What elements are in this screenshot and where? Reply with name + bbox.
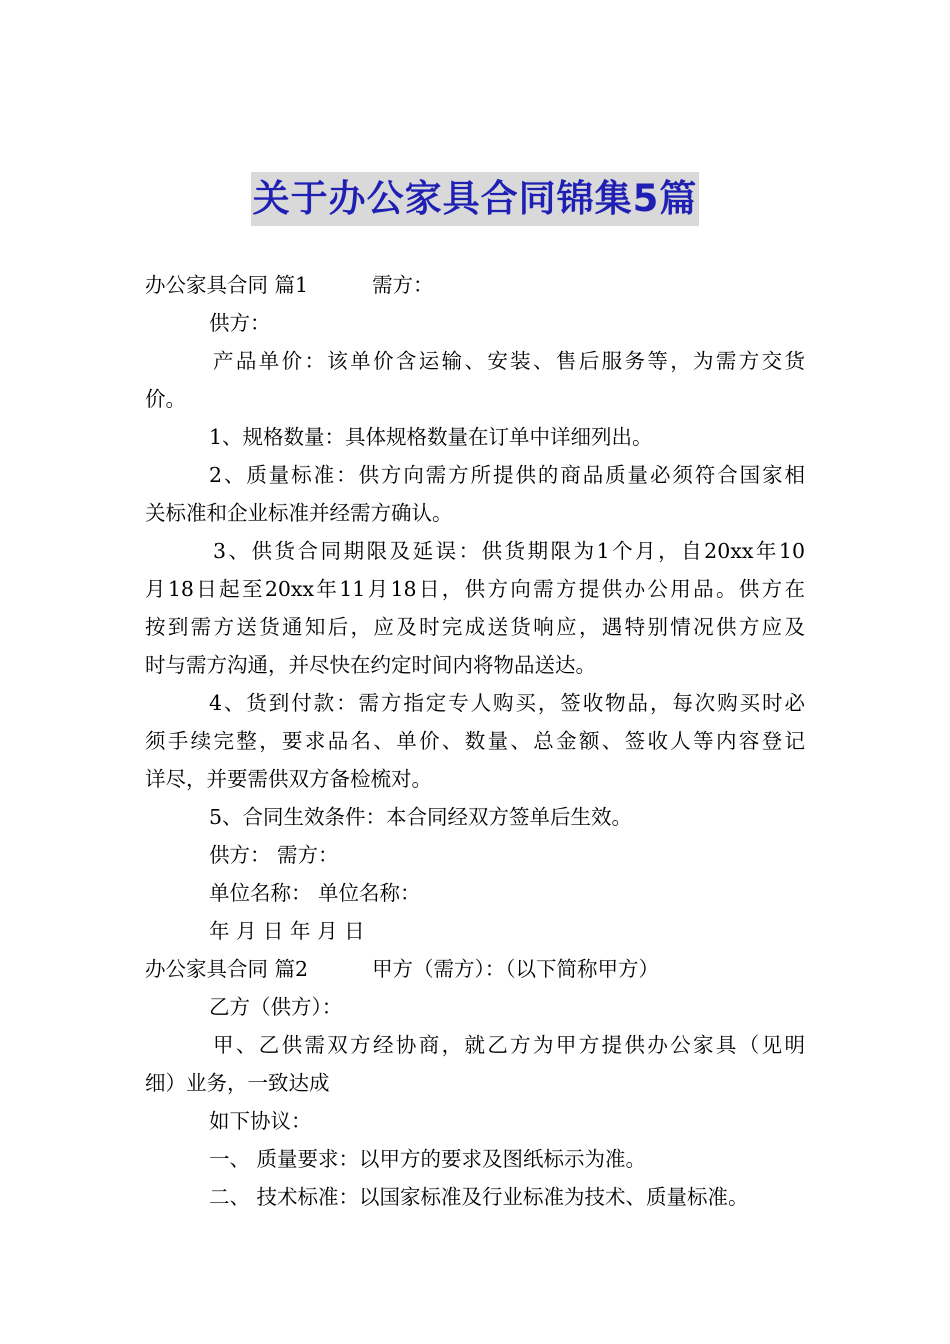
signature-parties: 供方： 需方： — [209, 843, 339, 867]
paragraph-line: 乙方（供方）： — [209, 995, 343, 1019]
paragraph-line: 4、货到付款：需方指定专人购买，签收物品，每次购买时必 — [209, 691, 805, 715]
document-body — [145, 266, 805, 1216]
paragraph-line: 详尽，并要需供双方备检梳对。 — [145, 767, 432, 791]
section-title: 办公家具合同 篇1 — [145, 273, 309, 297]
section-party: 甲方（需方）：（以下简称甲方） — [372, 957, 660, 981]
paragraph-line: 时与需方沟通，并尽快在约定时间内将物品送达。 — [145, 653, 596, 677]
section-party: 需方： — [372, 273, 434, 297]
clause-line: 一、 质量要求：以甲方的要求及图纸标示为准。 — [209, 1147, 647, 1171]
document-title: 关于办公家具合同锦集5篇 — [251, 172, 700, 226]
signature-dates: 年 月 日 年 月 日 — [209, 919, 365, 943]
section-title: 办公家具合同 篇2 — [145, 957, 309, 981]
paragraph-line: 细）业务，一致达成 — [145, 1071, 330, 1095]
paragraph-line: 供方： — [209, 311, 271, 335]
paragraph-line: 1、规格数量：具体规格数量在订单中详细列出。 — [209, 425, 653, 449]
section-heading-2 — [145, 950, 805, 988]
paragraph-line: 价。 — [145, 387, 186, 411]
section-heading-1 — [145, 266, 805, 304]
paragraph-line: 2、质量标准：供方向需方所提供的商品质量必须符合国家相 — [209, 463, 805, 487]
paragraph-line: 按到需方送货通知后，应及时完成送货响应，遇特别情况供方应及 — [145, 615, 805, 639]
paragraph-line: 甲、乙供需双方经协商，就乙方为甲方提供办公家具（见明 — [213, 1033, 805, 1057]
paragraph-line: 3、供货合同期限及延误：供货期限为1个月，自20xx年10 — [213, 539, 805, 563]
title-block — [0, 172, 950, 226]
paragraph-line: 产品单价：该单价含运输、安装、售后服务等，为需方交货 — [213, 349, 805, 373]
signature-units: 单位名称： 单位名称： — [209, 881, 421, 905]
paragraph-line: 关标准和企业标准并经需方确认。 — [145, 501, 453, 525]
paragraph-line: 5、合同生效条件：本合同经双方签单后生效。 — [209, 805, 633, 829]
clause-line: 二、 技术标准：以国家标准及行业标准为技术、质量标准。 — [209, 1185, 749, 1209]
paragraph-line: 月18日起至20xx年11月18日，供方向需方提供办公用品。供方在 — [145, 577, 805, 601]
paragraph-line: 须手续完整，要求品名、单价、数量、总金额、签收人等内容登记 — [145, 729, 805, 753]
paragraph-line: 如下协议： — [209, 1109, 312, 1133]
